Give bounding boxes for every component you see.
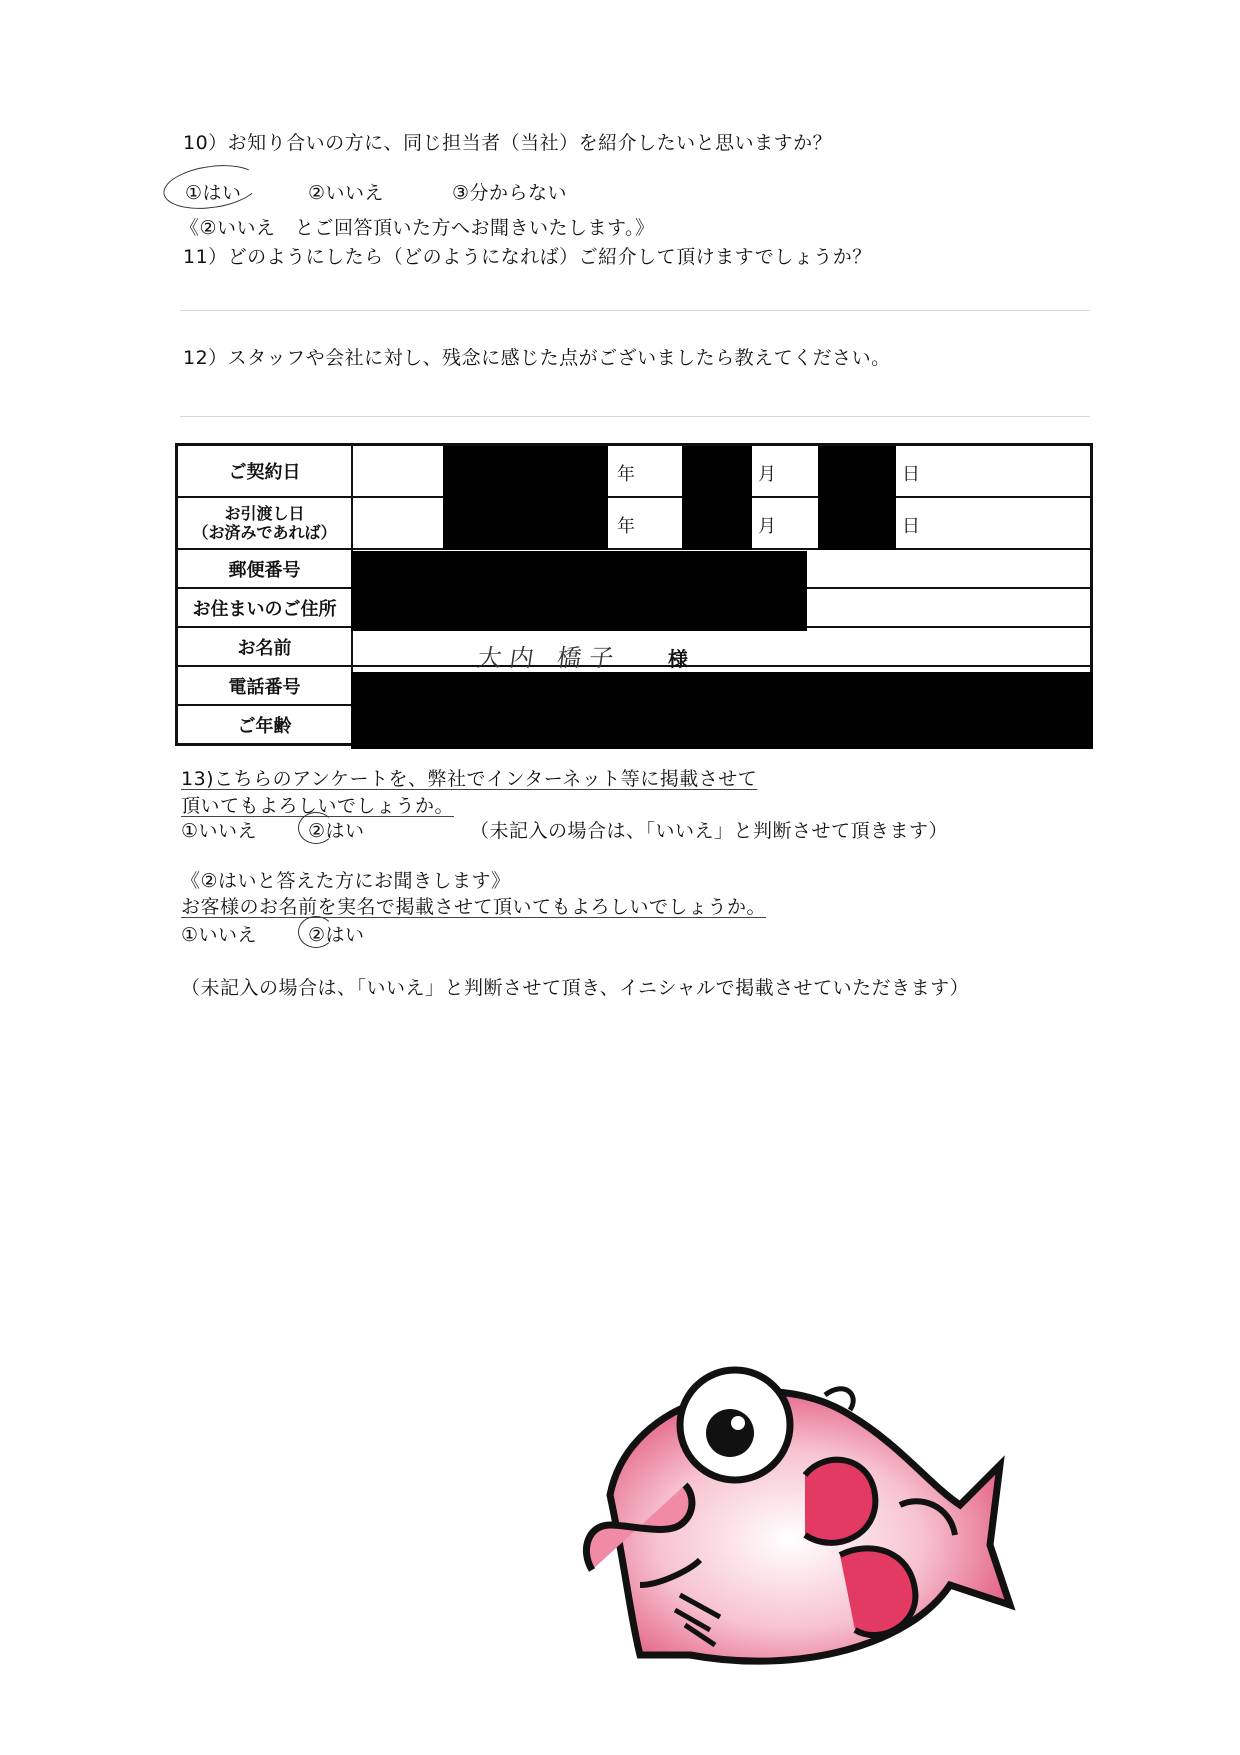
year-unit: 年 (617, 464, 635, 485)
q13-option-yes[interactable]: ②はい (308, 820, 365, 842)
handwritten-name: 大内 橋子 (475, 644, 624, 672)
address-label: お住まいのご住所 (177, 588, 353, 627)
q10-option-no[interactable]: ②いいえ (308, 182, 385, 204)
move-date-label-line2: （お済みであれば） (192, 523, 337, 542)
year-unit: 年 (617, 516, 635, 537)
q13-note: （未記入の場合は、「いいえ」と判断させて頂きます） (470, 820, 949, 842)
q13b-note: 《②はいと答えた方にお聞きします》 (181, 870, 511, 892)
answer-line (180, 416, 1090, 417)
redaction-block (443, 498, 608, 550)
q12-question: 12）スタッフや会社に対し、残念に感じた点がございましたら教えてください。 (183, 347, 891, 369)
move-date-label-line1: お引渡し日 (224, 504, 305, 523)
fish-mascot-image (570, 1355, 1020, 1685)
q13b-option-no[interactable]: ①いいえ (181, 924, 258, 946)
answer-line (180, 310, 1090, 311)
name-label: お名前 (177, 627, 353, 666)
day-unit: 日 (902, 516, 920, 537)
redaction-block (351, 551, 807, 631)
selected-answer-circle (298, 916, 334, 948)
q11-note: 《②いいえ とご回答頂いた方へお聞きいたします。》 (180, 217, 655, 239)
phone-label: 電話番号 (177, 666, 353, 705)
selected-answer-circle (298, 812, 334, 844)
q10-option-yes[interactable]: ①はい (185, 182, 242, 204)
q13b-question: お客様のお名前を実名で掲載させて頂いてもよろしいでしょうか。 (181, 896, 767, 918)
q13b-footer: （未記入の場合は、「いいえ」と判断させて頂き、イニシャルで掲載させていただきます） (181, 977, 970, 999)
q13-line2: 頂いてもよろしいでしょうか。 (181, 795, 455, 817)
postal-code-label: 郵便番号 (177, 549, 353, 588)
q13b-option-yes[interactable]: ②はい (308, 924, 365, 946)
name-cell[interactable] (352, 627, 1092, 666)
honorific-sama: 様 (668, 647, 688, 671)
contract-date-label: ご契約日 (177, 445, 353, 498)
day-unit: 日 (902, 464, 920, 485)
age-label: ご年齢 (177, 705, 353, 745)
q13-option-no[interactable]: ①いいえ (181, 820, 258, 842)
month-unit: 月 (758, 464, 776, 485)
redaction-block (351, 672, 1093, 749)
redaction-block (682, 498, 752, 550)
q13-line1: 13)こちらのアンケートを、弊社でインターネット等に掲載させて (181, 768, 758, 790)
month-unit: 月 (758, 516, 776, 537)
move-date-label (177, 497, 353, 549)
selected-answer-circle (161, 159, 263, 214)
q11-question: 11）どのようにしたら（どのようになれば）ご紹介して頂けますでしょうか？ (183, 246, 872, 268)
q10-question: 10）お知り合いの方に、同じ担当者（当社）を紹介したいと思いますか？ (183, 132, 833, 154)
q10-option-unknown[interactable]: ③分からない (452, 182, 568, 204)
redaction-block (818, 498, 896, 550)
